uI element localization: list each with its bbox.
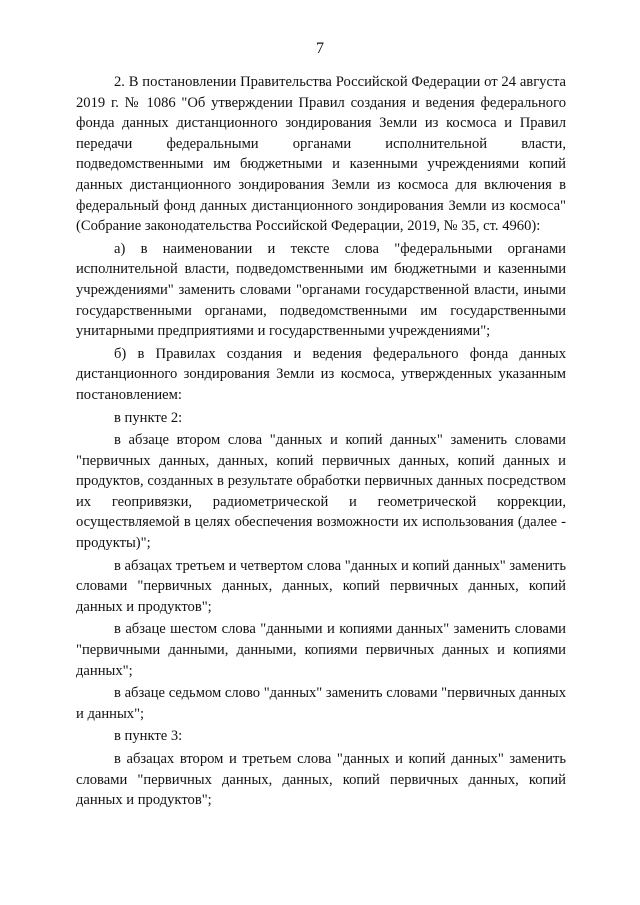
paragraph-abzac-second: в абзаце втором слова "данных и копий данных" заменить словами "первичных данных, данных, копий первичных данных, копий данных и продуктов, созданных в результате обработки первичных данных посредством их геопривязки, радиометрической и геометрической коррекции, осуществляемой в целях обеспечения возможности их использования (далее - продукты)"; <box>76 432 566 552</box>
paragraph-subitem-b: б) в Правилах создания и ведения федерального фонда данных дистанционного зондирования Земли из космоса, утвержденных указанным постановлением: <box>76 345 566 403</box>
paragraph-subitem-a: а) в наименовании и тексте слова "федеральными органами исполнительной власти, подведомственными им бюджетными и казенными учреждениями" заменить словами "органами государственной власти, иными государственными органами, подведомственными им государственными унитарными предприятиями и государственными учреждениями"; <box>76 240 566 340</box>
paragraph-point-3-abzac-second-third: в абзацах втором и третьем слова "данных и копий данных" заменить словами "первичных данных, данных, копий первичных данных, копий данных и продуктов"; <box>76 751 566 809</box>
paragraph-abzac-third-fourth: в абзацах третьем и четвертом слова "данных и копий данных" заменить словами "первичных данных, данных, копий первичных данных, копий данных и продуктов"; <box>76 557 566 615</box>
paragraph-point-2-heading: в пункте 2: <box>114 409 183 426</box>
paragraph-abzac-seventh: в абзаце седьмом слово "данных" заменить словами "первичных данных и данных"; <box>76 685 566 722</box>
paragraph-2-amendment-intro: 2. В постановлении Правительства Российской Федерации от 24 августа 2019 г. № 1086 "Об утверждении Правил создания и ведения федерального фонда данных дистанционного зондирования Земли из космоса и Правил передачи федеральными органами исполнительной власти, подведомственными им бюджетными и казенными учреждениями копий данных дистанционного зондирования Земли из космоса для включения в федеральный фонд данных дистанционного зондирования Земли из космоса" (Собрание законодательства Российской Федерации, 2019, № 35, ст. 4960): <box>76 74 566 235</box>
paragraph-abzac-sixth: в абзаце шестом слова "данными и копиями данных" заменить словами "первичными данными, данными, копиями первичных данных и копиями данных"; <box>76 621 566 679</box>
page-number: 7 <box>316 40 324 57</box>
document-body <box>76 72 566 811</box>
paragraph-point-3-heading: в пункте 3: <box>114 728 183 745</box>
